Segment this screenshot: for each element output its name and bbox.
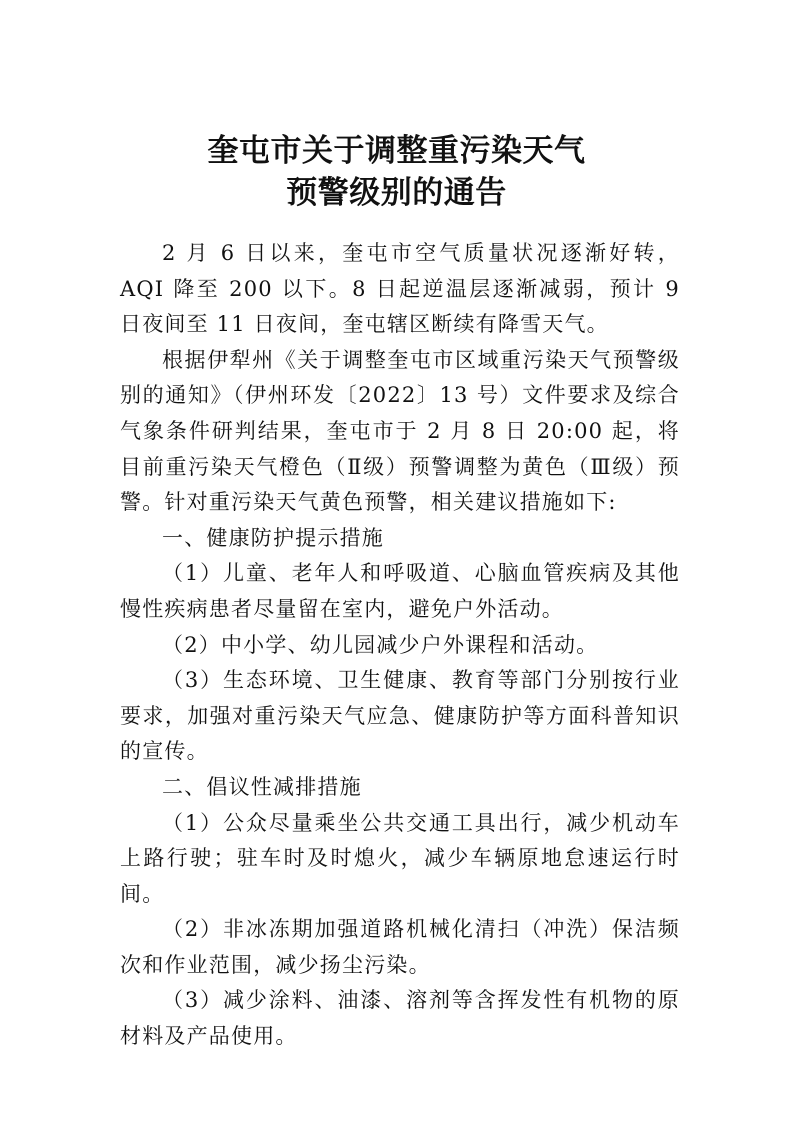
health-item-2: （2）中小学、幼儿园减少户外课程和活动。 bbox=[162, 632, 599, 657]
health-item-1: （1）儿童、老年人和呼吸道、心脑血管疾病及其他慢性疾病患者尽量留在室内，避免户外活动。 bbox=[120, 561, 680, 621]
reduction-item-2: （2）非冰冻期加强道路机械化清扫（冲洗）保洁频次和作业范围，减少扬尘污染。 bbox=[120, 917, 680, 977]
notice-body bbox=[120, 236, 680, 1055]
section-heading-reduction: 二、倡议性减排措施 bbox=[162, 774, 362, 799]
reduction-item-3: （3）减少涂料、油漆、溶剂等含挥发性有机物的原材料及产品使用。 bbox=[120, 988, 680, 1049]
paragraph-intro: 2 月 6 日以来，奎屯市空气质量状况逐渐好转，AQI 降至 200 以下。8 日起逆温层逐渐减弱，预计 9 日夜间至 11 日夜间，奎屯辖区断续有降雪天气。 bbox=[120, 241, 680, 337]
title-line-1: 奎屯市关于调整重污染天气 bbox=[207, 133, 586, 169]
title-line-2: 预警级别的通告 bbox=[286, 175, 507, 211]
section-heading-health: 一、健康防护提示措施 bbox=[162, 525, 384, 550]
notice-title bbox=[0, 130, 793, 214]
reduction-item-1: （1）公众尽量乘坐公共交通工具出行，减少机动车上路行驶；驻车时及时熄火，减少车辆原地怠速运行时间。 bbox=[120, 810, 680, 906]
paragraph-basis: 根据伊犁州《关于调整奎屯市区域重污染天气预警级别的通知》（伊州环发〔2022〕13 号）文件要求及综合气象条件研判结果，奎屯市于 2 月 8 日 20:00 起，将目前重污染天气橙色（Ⅱ级）预警调整为黄色（Ⅲ级）预警。针对重污染天气黄色预警，相关建议措施如下: bbox=[120, 347, 680, 515]
health-item-3: （3）生态环境、卫生健康、教育等部门分别按行业要求，加强对重污染天气应急、健康防护等方面科普知识的宣传。 bbox=[120, 668, 680, 764]
